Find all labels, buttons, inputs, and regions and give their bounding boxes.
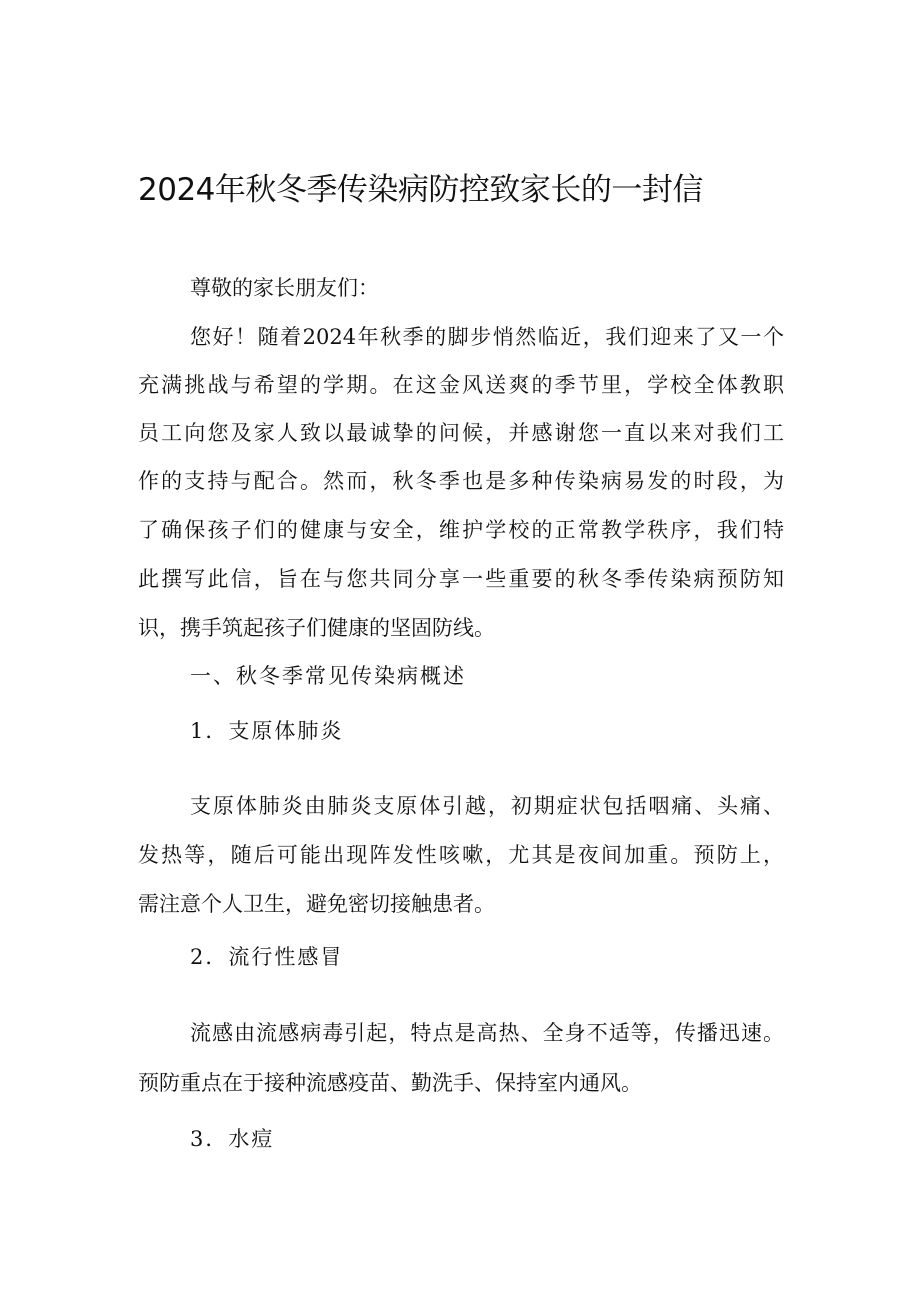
document-title: 2024年秋冬季传染病防控致家长的一封信 <box>138 172 703 208</box>
intro-line: 此撰写此信，旨在与您共同分享一些重要的秋冬季传染病预防知 <box>138 567 784 591</box>
item-paragraph-line: 支原体肺炎由肺炎支原体引越，初期症状包括咽痛、头痛、 <box>190 794 784 818</box>
item-paragraph-line: 流感由流感病毒引起，特点是高热、全身不适等，传播迅速。 <box>190 1021 784 1045</box>
item-heading: 3．水痘 <box>190 1127 275 1151</box>
intro-line: 充满挑战与希望的学期。在这金风送爽的季节里，学校全体教职 <box>138 373 784 397</box>
intro-line: 您好！随着2024年秋季的脚步悄然临近，我们迎来了又一个 <box>190 325 784 349</box>
intro-line: 识，携手筑起孩子们健康的坚固防线。 <box>138 616 495 640</box>
intro-line: 作的支持与配合。然而，秋冬季也是多种传染病易发的时段，为 <box>138 469 784 493</box>
item-heading: 1．支原体肺炎 <box>190 719 344 743</box>
intro-line: 员工向您及家人致以最诚挚的问候，并感谢您一直以来对我们工 <box>138 421 784 445</box>
section-heading: 一、秋冬季常见传染病概述 <box>190 664 466 688</box>
greeting: 尊敬的家长朋友们： <box>190 276 379 300</box>
item-paragraph-line: 需注意个人卫生，避免密切接触患者。 <box>138 892 495 916</box>
intro-line: 了确保孩子们的健康与安全，维护学校的正常教学秩序，我们特 <box>138 518 784 542</box>
item-heading: 2．流行性感冒 <box>190 945 344 969</box>
item-paragraph-line: 发热等，随后可能出现阵发性咳嗽，尤其是夜间加重。预防上， <box>138 843 784 867</box>
item-paragraph-line: 预防重点在于接种流感疫苗、勤洗手、保持室内通风。 <box>138 1071 642 1095</box>
